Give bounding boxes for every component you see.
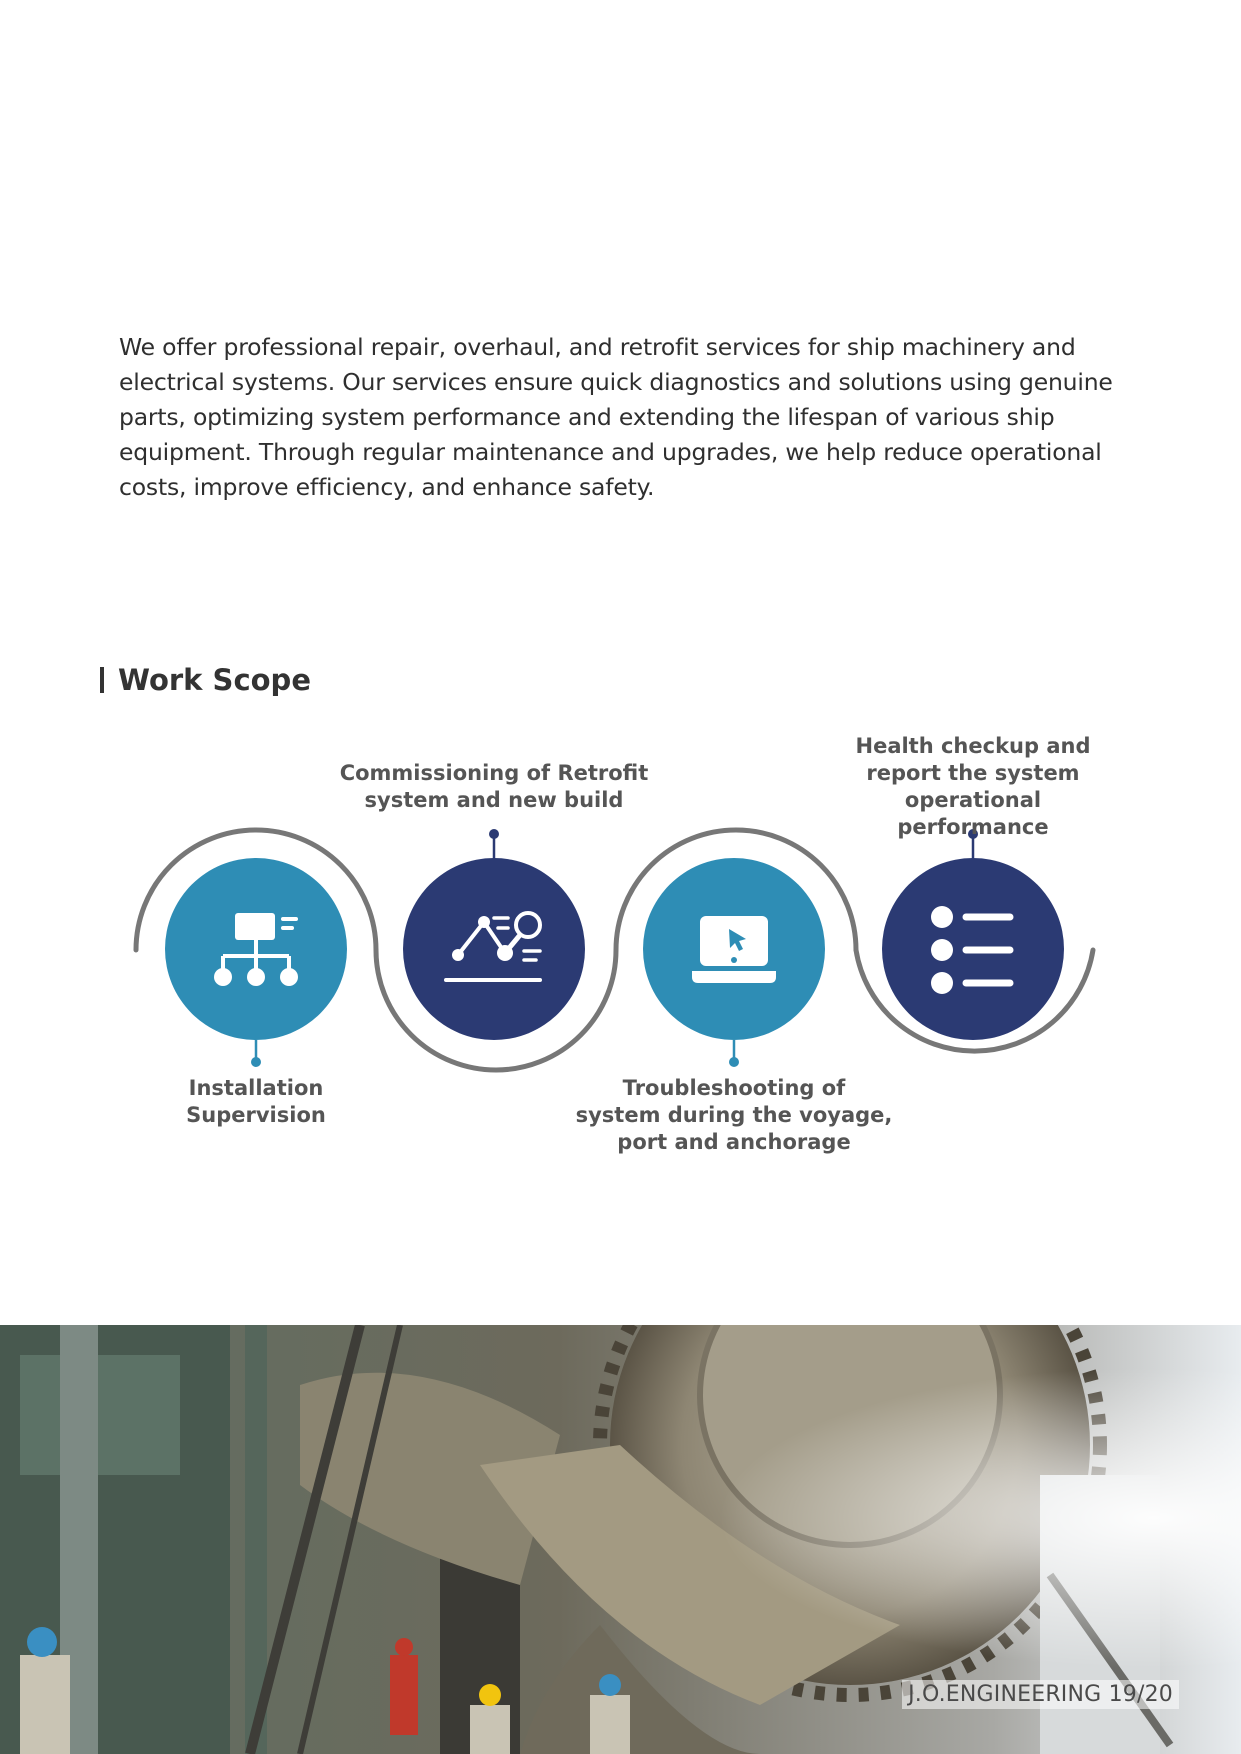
step-circle-2 bbox=[403, 858, 585, 1040]
section-title bbox=[100, 663, 311, 697]
section-title-text: Work Scope bbox=[118, 663, 311, 697]
work-scope-diagram bbox=[0, 700, 1241, 1180]
pin-dot-3 bbox=[729, 1057, 739, 1067]
step-label-commissioning: Commissioning of Retrofit system and new build bbox=[339, 761, 649, 812]
intro-paragraph: We offer professional repair, overhaul, and retrofit services for ship machinery and electrical systems. Our services ensure quick diagnostics and solutions using genuine parts, optimizing system performance and extending the lifespan of various ship equipment. Through regular maintenance and upgrades, we help reduce operational costs, improve efficiency, and enhance safety. bbox=[119, 333, 1113, 501]
step-label-health-checkup: Health checkup and report the system operational performance bbox=[855, 734, 1091, 839]
title-bar bbox=[100, 667, 104, 693]
step-label-troubleshooting: Troubleshooting of system during the voyage, port and anchorage bbox=[575, 1076, 893, 1154]
pin-dot-1 bbox=[251, 1057, 261, 1067]
checklist-icon bbox=[931, 906, 1010, 994]
pin-dot-2 bbox=[489, 829, 499, 839]
step-label-installation: Installation Supervision bbox=[186, 1076, 326, 1127]
footer-page-label: J.O.ENGINEERING 19/20 bbox=[902, 1680, 1179, 1709]
laptop-cursor-icon bbox=[692, 916, 776, 983]
